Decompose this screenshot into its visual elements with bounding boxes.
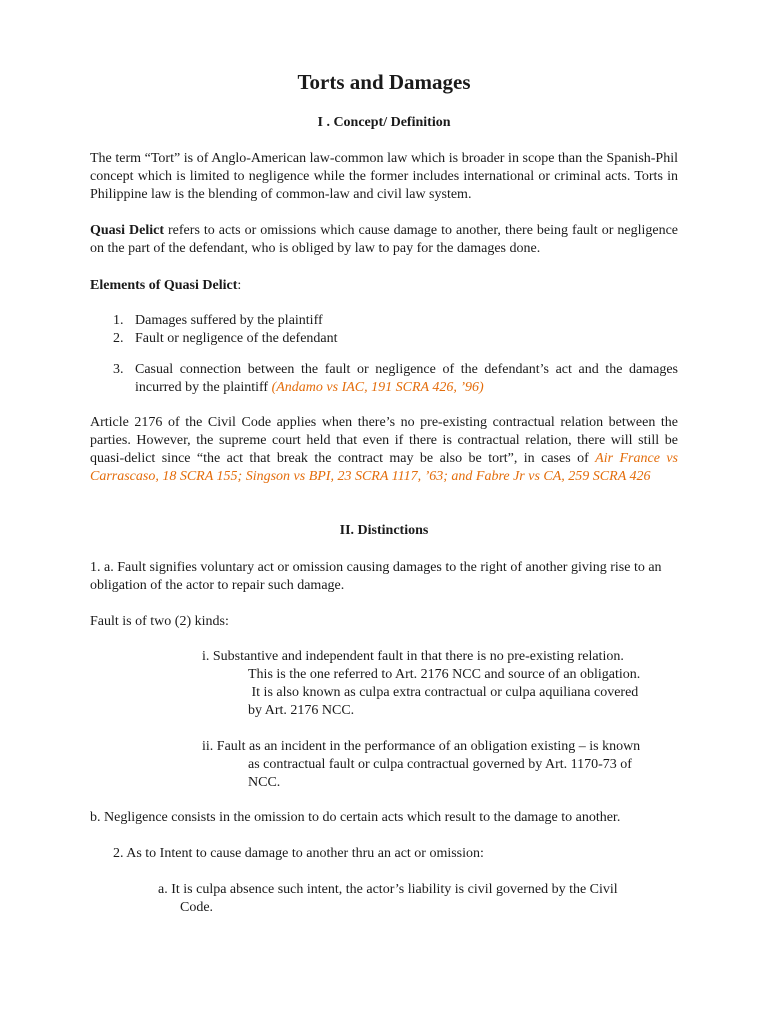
fault-kinds-line: Fault is of two (2) kinds: [90, 614, 229, 629]
quasi-delict-term: Quasi Delict [90, 223, 165, 238]
elements-heading-text: Elements of Quasi Delict [90, 278, 238, 293]
elements-heading-colon: : [237, 278, 242, 293]
article-text: Article 2176 of the Civil Code applies when there’s no pre-existing contractual relation between the parties. However, the supreme court held that even if there is contractual relation, there will still be quasi-delict since “the act that break the contract may be also be tort”, in cases of [90, 415, 678, 466]
culpa-line2: Code. [180, 900, 214, 915]
fault-kind-i-line4: by Art. 2176 NCC. [248, 703, 355, 718]
case-citations: Air France vs Carrascaso, 18 SCRA 155; Singson vs BPI, 23 SCRA 1117, ’63; and Fabre Jr vs CA, 259 SCRA 426 [90, 451, 678, 484]
culpa-line1: a. It is culpa absence such intent, the actor’s liability is civil governed by the Civil [158, 882, 618, 897]
fault-kind-i-line1: i. Substantive and independent fault in that there is no pre-existing relation. [202, 649, 624, 664]
intent-line: 2. As to Intent to cause damage to another thru an act or omission: [113, 846, 484, 861]
fault-kind-ii-line3: NCC. [248, 775, 281, 790]
list-text: Fault or negligence of the defendant [135, 331, 338, 346]
fault-kind-ii-line1: ii. Fault as an incident in the performance of an obligation existing – is known [202, 739, 641, 754]
section-heading-distinctions: II. Distinctions [339, 523, 429, 538]
negligence-paragraph: b. Negligence consists in the omission to do certain acts which result to the damage to another. [90, 810, 621, 825]
fault-kind-i-line3: It is also known as culpa extra contractual or culpa aquiliana covered [248, 685, 639, 700]
case-citation: (Andamo vs IAC, 191 SCRA 426, ’96) [271, 380, 484, 395]
article-2176-paragraph [90, 414, 678, 486]
list-text: Damages suffered by the plaintiff [135, 313, 323, 328]
section-heading-concept: I . Concept/ Definition [317, 115, 451, 130]
fault-kind-i-line2: This is the one referred to Art. 2176 NCC and source of an obligation. [248, 667, 641, 682]
list-text [135, 361, 678, 397]
list-number: 2. [113, 331, 124, 346]
list-text-main: Casual connection between the fault or negligence of the defendant’s act and the damages incurred by the plaintiff [135, 362, 678, 395]
list-number: 3. [113, 362, 124, 377]
page-title: Torts and Damages [297, 70, 471, 94]
quasi-delict-definition: refers to acts or omissions which cause damage to another, there being fault or negligence on the part of the defendant, who is obliged by law to pay for the damages done. [90, 223, 679, 256]
quasi-delict-paragraph [90, 222, 678, 258]
tort-definition-paragraph: The term “Tort” is of Anglo-American law-common law which is broader in scope than the Spanish-Phil concept which is limited to negligence while the former includes international or criminal acts. Torts in Philippine law is the blending of common-law and civil law system. [90, 151, 678, 202]
list-number: 1. [113, 313, 124, 328]
elements-heading [90, 277, 678, 295]
fault-definition-paragraph: 1. a. Fault signifies voluntary act or omission causing damages to the right of another giving rise to an obligation of the actor to repair such damage. [90, 560, 662, 593]
fault-kind-ii-line2: as contractual fault or culpa contractual governed by Art. 1170-73 of [248, 757, 632, 772]
